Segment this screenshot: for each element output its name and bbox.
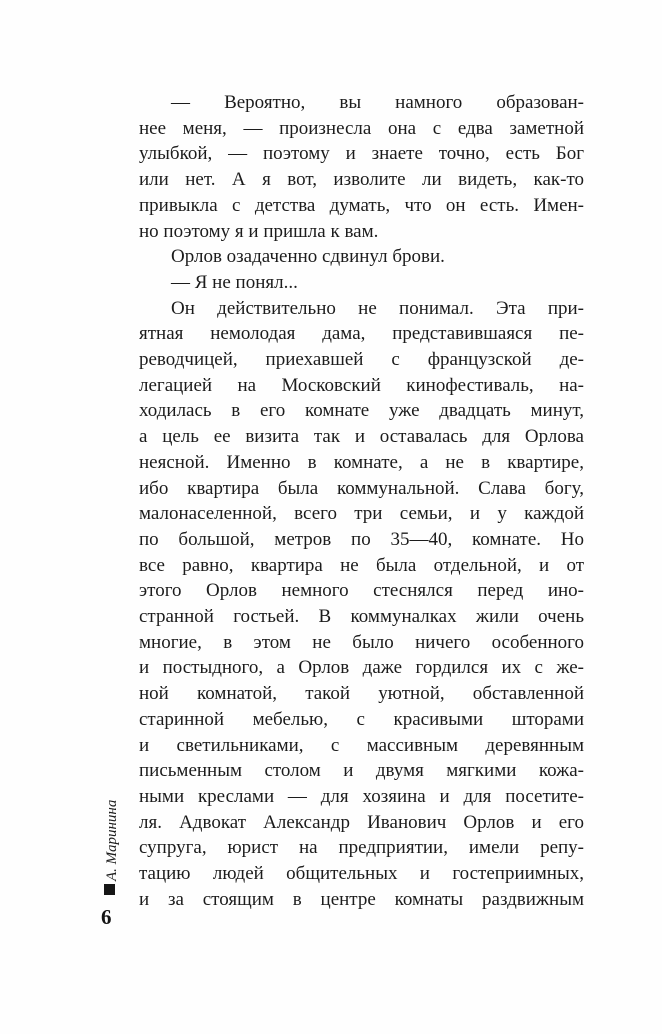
text-line: все равно, квартира не была отдельной, и от	[139, 554, 584, 576]
text-line: супруга, юрист на предприятии, имели репу-	[139, 837, 584, 859]
text-line: ходилась в его комнате уже двадцать минут,	[139, 400, 584, 422]
text-line: ля. Адвокат Александр Иванович Орлов и его	[139, 811, 584, 833]
text-line: многие, в этом не было ничего особенного	[139, 631, 584, 653]
text-line: а цель ее визита так и оставалась для Орлова	[139, 426, 584, 448]
margin-author-label: А. Маринина	[104, 799, 120, 881]
text-line: улыбкой, — поэтому и знаете точно, есть Бог	[139, 143, 584, 165]
margin-square-marker	[104, 884, 115, 895]
text-line: привыкла с детства думать, что он есть. Имен-	[139, 194, 584, 216]
page-number: 6	[101, 905, 112, 929]
text-line: ибо квартира была коммунальной. Слава богу,	[139, 477, 584, 499]
text-line: и постыдного, а Орлов даже гордился их с же-	[139, 657, 584, 679]
text-line: но поэтому я и пришла к вам.	[139, 220, 379, 242]
text-line: по большой, метров по 35—40, комнате. Но	[139, 528, 584, 550]
text-block	[139, 90, 584, 913]
text-line: тацию людей общительных и гостеприимных,	[139, 863, 584, 885]
text-line: малонаселенной, всего три семьи, и у каждой	[139, 503, 584, 525]
text-line: нее меня, — произнесла она с едва заметной	[139, 117, 584, 139]
text-line: — Я не понял...	[171, 271, 298, 293]
text-line: старинной мебелью, с красивыми шторами	[139, 708, 584, 730]
text-line: легацией на Московский кинофестиваль, на-	[139, 374, 584, 396]
text-line: ными креслами — для хозяина и для посетите-	[139, 785, 584, 807]
text-line: этого Орлов немного стеснялся перед ино-	[139, 580, 584, 602]
text-line: письменным столом и двумя мягкими кожа-	[139, 760, 584, 782]
text-line: и за стоящим в центре комнаты раздвижным	[139, 888, 584, 910]
text-line: Орлов озадаченно сдвинул брови.	[171, 246, 445, 268]
text-line: Он действительно не понимал. Эта при-	[171, 297, 584, 319]
text-line: реводчицей, приехавшей с французской де-	[139, 349, 584, 371]
text-line: ятная немолодая дама, представившаяся пе-	[139, 323, 584, 345]
text-line: странной гостьей. В коммуналках жили очень	[139, 606, 584, 628]
text-line: ной комнатой, такой уютной, обставленной	[139, 683, 584, 705]
text-line: или нет. А я вот, изволите ли видеть, как-то	[139, 169, 584, 191]
text-line: неясной. Именно в комнате, а не в квартире,	[139, 451, 584, 473]
text-line: — Вероятно, вы намного образован-	[171, 92, 584, 113]
text-line: и светильниками, с массивным деревянным	[139, 734, 584, 756]
